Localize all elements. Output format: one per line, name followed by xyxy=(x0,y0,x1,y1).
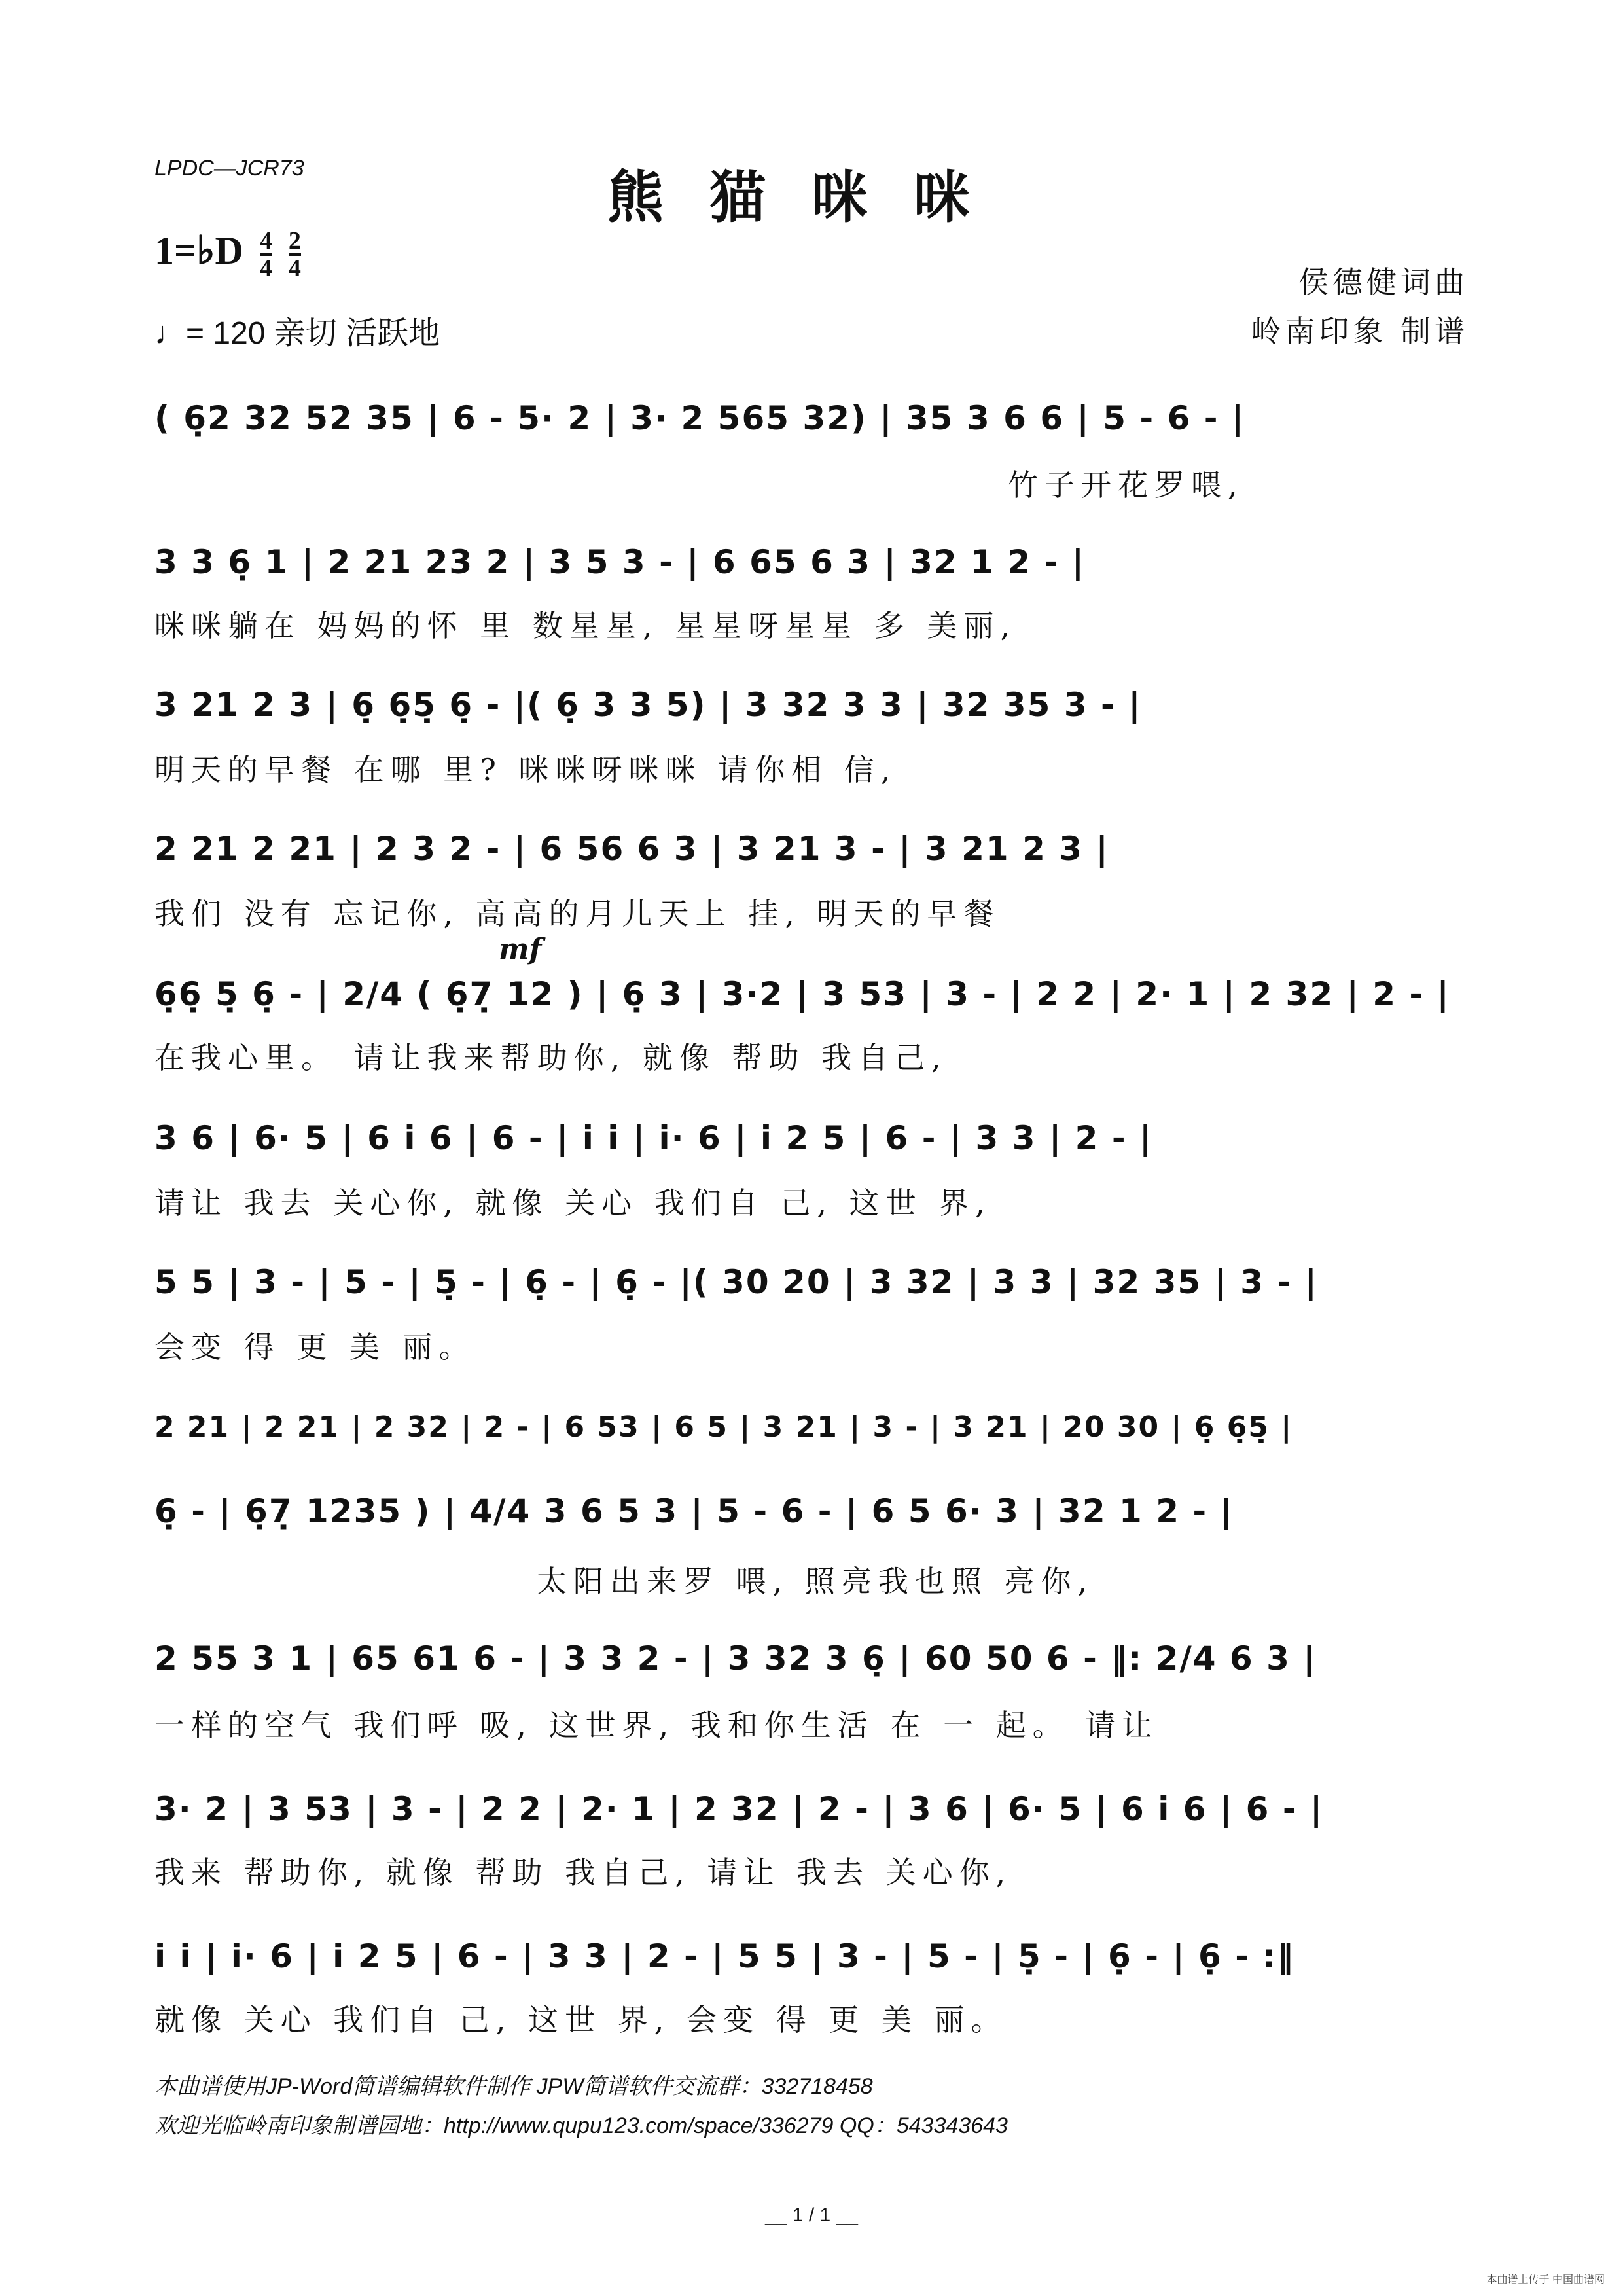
arranger-credit: 岭南印象 制谱 xyxy=(1251,314,1469,349)
lyric-row-1: 竹子开花罗喂, xyxy=(1008,467,1244,503)
notation-row-1: ( 6̣2 32 52 35 | 6 - 5· 2 | 3· 2 565 32) | 35 3 6 6 | 5 - 6 - | xyxy=(154,399,1245,437)
tempo-marking: ♩= 120 亲切 活跃地 xyxy=(154,316,440,351)
key-signature xyxy=(154,228,301,281)
notation-row-3: 3 21 2 3 | 6̣ 6̣5̣ 6̣ - |( 6̣ 3 3 5) | 3 32 3 3 | 32 35 3 - | xyxy=(154,686,1142,724)
notation-row-8: 2 21 | 2 21 | 2 32 | 2 - | 6 53 | 6 5 | 3 21 | 3 - | 3 21 | 20 30 | 6̣ 6̣5̣ | xyxy=(154,1410,1293,1444)
score-code: LPDC—JCR73 xyxy=(154,156,304,181)
footer-website-note: 欢迎光临岭南印象制谱园地：http://www.qupu123.com/space/336279 QQ：543343643 xyxy=(154,2113,1008,2138)
site-watermark: 本曲谱上传于 中国曲谱网 xyxy=(1486,2274,1605,2286)
page-number: __ 1 / 1 __ xyxy=(765,2204,858,2226)
time-signature-4-4: $\frac{4}{4}$ xyxy=(259,227,272,283)
lyric-row-5: 在我心里。 请让我来帮助你, 就像 帮助 我自己, xyxy=(154,1040,948,1075)
notation-row-12: i i | i· 6 | i 2 5 | 6 - | 3 3 | 2 - | 5 5 | 3 - | 5 - | 5̣ - | 6̣ - | 6̣ - :‖ xyxy=(154,1937,1295,1975)
lyric-row-11: 我来 帮助你, 就像 帮助 我自己, 请让 我去 关心你, xyxy=(154,1855,1012,1890)
lyric-row-7: 会变 得 更 美 丽。 xyxy=(154,1329,476,1365)
time-signature-2-4: $\frac{2}{4}$ xyxy=(288,227,301,283)
notation-row-11: 3· 2 | 3 53 | 3 - | 2 2 | 2· 1 | 2 32 | 2 - | 3 6 | 6· 5 | 6 i 6 | 6 - | xyxy=(154,1790,1324,1828)
lyric-row-6: 请让 我去 关心你, 就像 关心 我们自 己, 这世 界, xyxy=(154,1185,991,1221)
notation-row-5: 6̣6̣ 5̣ 6̣ - | 2/4 ( 6̣7̣ 12 ) | 6̣ 3 | 3·2 | 3 53 | 3 - | 2 2 | 2· 1 | 2 32 | 2 - | xyxy=(154,975,1450,1013)
lyric-row-4: 我们 没有 忘记你, 高高的月儿天上 挂, 明天的早餐 xyxy=(154,896,1001,931)
notation-row-4: 2 21 2 21 | 2 3 2 - | 6 56 6 3 | 3 21 3 - | 3 21 2 3 | xyxy=(154,830,1109,868)
lyric-row-12: 就像 关心 我们自 己, 这世 界, 会变 得 更 美 丽。 xyxy=(154,2002,1008,2037)
dynamic-mf: mf xyxy=(499,933,542,966)
song-title: 熊猫咪咪 xyxy=(607,164,1016,230)
notation-row-7: 5 5 | 3 - | 5 - | 5̣ - | 6̣ - | 6̣ - |( 30 20 | 3 32 | 3 3 | 32 35 | 3 - | xyxy=(154,1263,1318,1301)
notation-row-9: 6̣ - | 6̣7̣ 1235 ) | 4/4 3 6 5 3 | 5 - 6 - | 6 5 6· 3 | 32 1 2 - | xyxy=(154,1492,1234,1530)
notation-row-6: 3 6 | 6· 5 | 6 i 6 | 6 - | i i | i· 6 | i 2 5 | 6 - | 3 3 | 2 - | xyxy=(154,1119,1153,1157)
notation-row-10: 2 55 3 1 | 65 61 6 - | 3 3 2 - | 3 32 3 6̣ | 60 50 6 - ‖: 2/4 6 3 | xyxy=(154,1640,1317,1677)
lyric-row-9: 太阳出来罗 喂, 照亮我也照 亮你, xyxy=(537,1564,1094,1599)
footer-software-note: 本曲谱使用JP-Word简谱编辑软件制作 JPW简谱软件交流群：332718458 xyxy=(154,2074,873,2099)
notation-row-2: 3 3 6̣ 1 | 2 21 23 2 | 3 5 3 - | 6 65 6 3 | 32 1 2 - | xyxy=(154,543,1085,581)
composer-credit: 侯德健词曲 xyxy=(1298,264,1469,300)
lyric-row-3: 明天的早餐 在哪 里? 咪咪呀咪咪 请你相 信, xyxy=(154,752,897,787)
lyric-row-2: 咪咪躺在 妈妈的怀 里 数星星, 星星呀星星 多 美丽, xyxy=(154,608,1016,643)
key-label: 1=♭D xyxy=(154,229,243,272)
lyric-row-10: 一样的空气 我们呼 吸, 这世界, 我和你生活 在 一 起。 请让 xyxy=(154,1708,1159,1743)
